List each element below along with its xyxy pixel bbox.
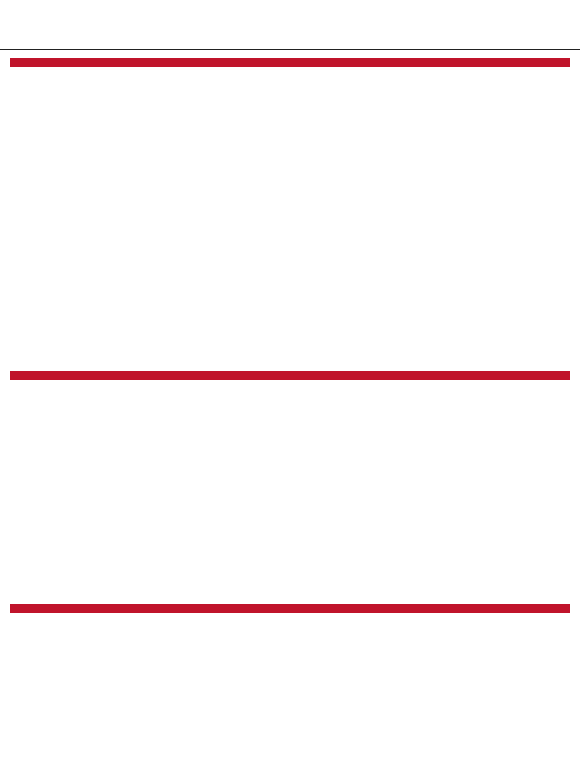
section-header-tv <box>10 58 570 67</box>
page-header <box>0 0 580 50</box>
section-header-digital <box>10 371 570 380</box>
section-header-satellite <box>10 604 570 613</box>
